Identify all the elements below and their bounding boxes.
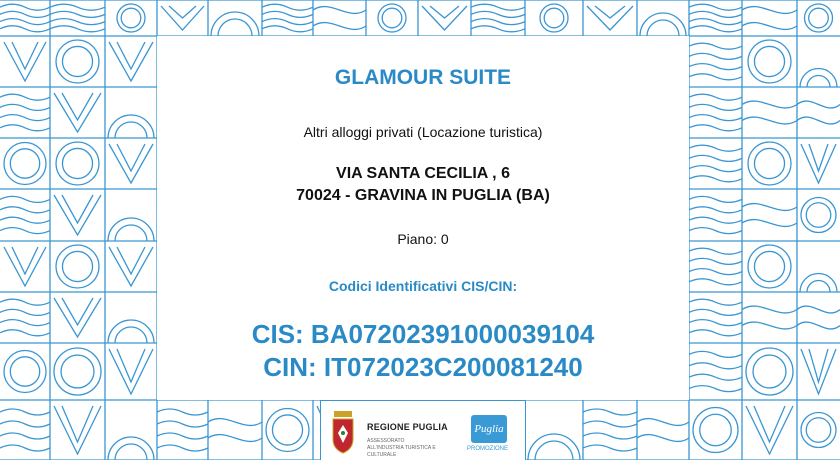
sign-panel <box>157 36 689 400</box>
codes-label: Codici Identificativi CIS/CIN: <box>328 278 518 294</box>
property-name: GLAMOUR SUITE <box>334 66 512 89</box>
address-city: 70024 - GRAVINA IN PUGLIA (BA) <box>296 187 550 204</box>
cis-code: CIS: BA07202391000039104 <box>251 319 595 349</box>
floor-number: Piano: 0 <box>397 231 449 247</box>
promozione-label: PROMOZIONE <box>467 446 509 452</box>
puglia-logo: Puglia <box>471 415 507 443</box>
address-street: VIA SANTA CECILIA , 6 <box>336 165 510 182</box>
region-department: ASSESSORATO ALL'INDUSTRIA TURISTICA E CULTURALE <box>367 438 436 458</box>
region-name: REGIONE PUGLIA <box>367 422 448 432</box>
cin-code: CIN: IT072023C200081240 <box>263 352 583 382</box>
sponsor-logos <box>320 400 526 460</box>
regione-puglia-crest-icon <box>331 409 355 455</box>
accommodation-category: Altri alloggi privati (Locazione turistica) <box>303 124 543 140</box>
